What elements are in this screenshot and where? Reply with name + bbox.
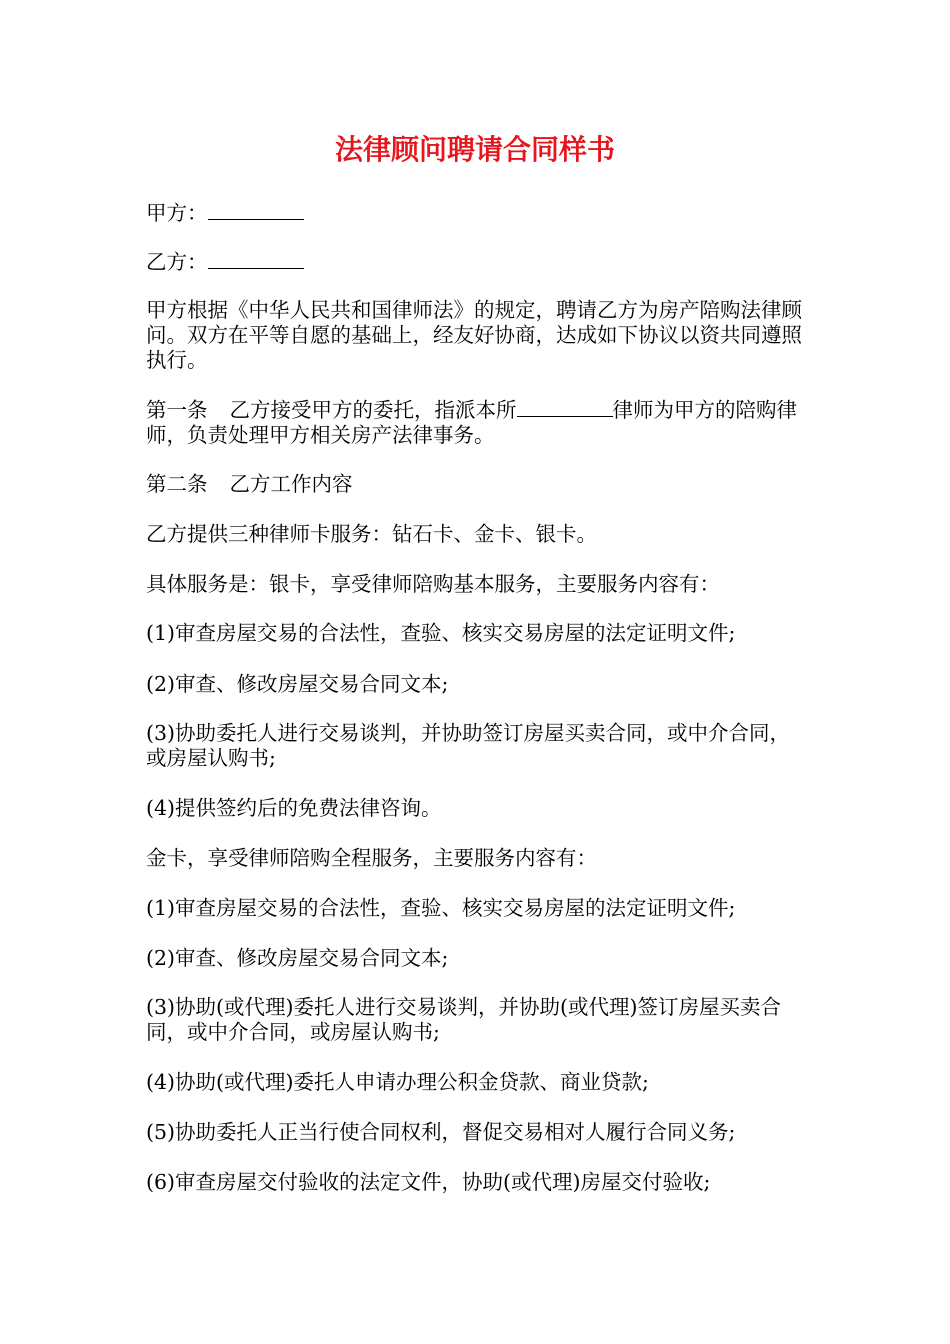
party-b-blank <box>208 250 304 269</box>
silver-card-intro: 具体服务是：银卡，享受律师陪购基本服务，主要服务内容有： <box>146 572 720 596</box>
gold-card-intro: 金卡，享受律师陪购全程服务，主要服务内容有： <box>146 846 597 870</box>
silver-item-4: (4)提供签约后的免费法律咨询。 <box>146 796 442 820</box>
intro-paragraph: 甲方根据《中华人民共和国律师法》的规定，聘请乙方为房产陪购法律顾问。双方在平等自愿的基础上，经友好协商，达成如下协议以资共同遵照执行。 <box>146 298 802 372</box>
article-1-text-after: 律师为甲方的陪购律师，负责处理甲方相关房产法律事务。 <box>146 398 797 447</box>
silver-item-3: (3)协助委托人进行交易谈判，并协助签订房屋买卖合同，或中介合同，或房屋认购书; <box>146 721 791 770</box>
gold-item-3: (3)协助(或代理)委托人进行交易谈判，并协助(或代理)签订房屋买卖合同，或中介合同，或房屋认购书; <box>146 995 782 1044</box>
gold-item-2: (2)审查、修改房屋交易合同文本; <box>146 946 449 970</box>
article-1-number: 第一条 <box>146 398 208 422</box>
party-a-blank <box>208 201 304 220</box>
document-title: 法律顾问聘请合同样书 <box>334 133 615 166</box>
article-1-text-before: 乙方接受甲方的委托，指派本所 <box>229 398 517 422</box>
article-2 <box>146 472 810 497</box>
article-2-number: 第二条 <box>146 472 208 496</box>
silver-item-2: (2)审查、修改房屋交易合同文本; <box>146 672 449 696</box>
silver-item-1: (1)审查房屋交易的合法性，查验、核实交易房屋的法定证明文件; <box>146 621 736 645</box>
services-intro: 乙方提供三种律师卡服务：钻石卡、金卡、银卡。 <box>146 522 597 546</box>
gold-item-6: (6)审查房屋交付验收的法定文件，协助(或代理)房屋交付验收; <box>146 1170 711 1194</box>
party-b-line <box>146 250 810 275</box>
party-b-label: 乙方： <box>146 250 208 274</box>
lawyer-name-blank <box>517 398 613 417</box>
article-1 <box>146 398 810 448</box>
gold-item-4: (4)协助(或代理)委托人申请办理公积金贷款、商业贷款; <box>146 1070 649 1094</box>
gold-item-1: (1)审查房屋交易的合法性，查验、核实交易房屋的法定证明文件; <box>146 896 736 920</box>
party-a-line <box>146 201 810 226</box>
article-2-heading: 乙方工作内容 <box>229 472 353 496</box>
party-a-label: 甲方： <box>146 201 208 225</box>
gold-item-5: (5)协助委托人正当行使合同权利，督促交易相对人履行合同义务; <box>146 1120 736 1144</box>
